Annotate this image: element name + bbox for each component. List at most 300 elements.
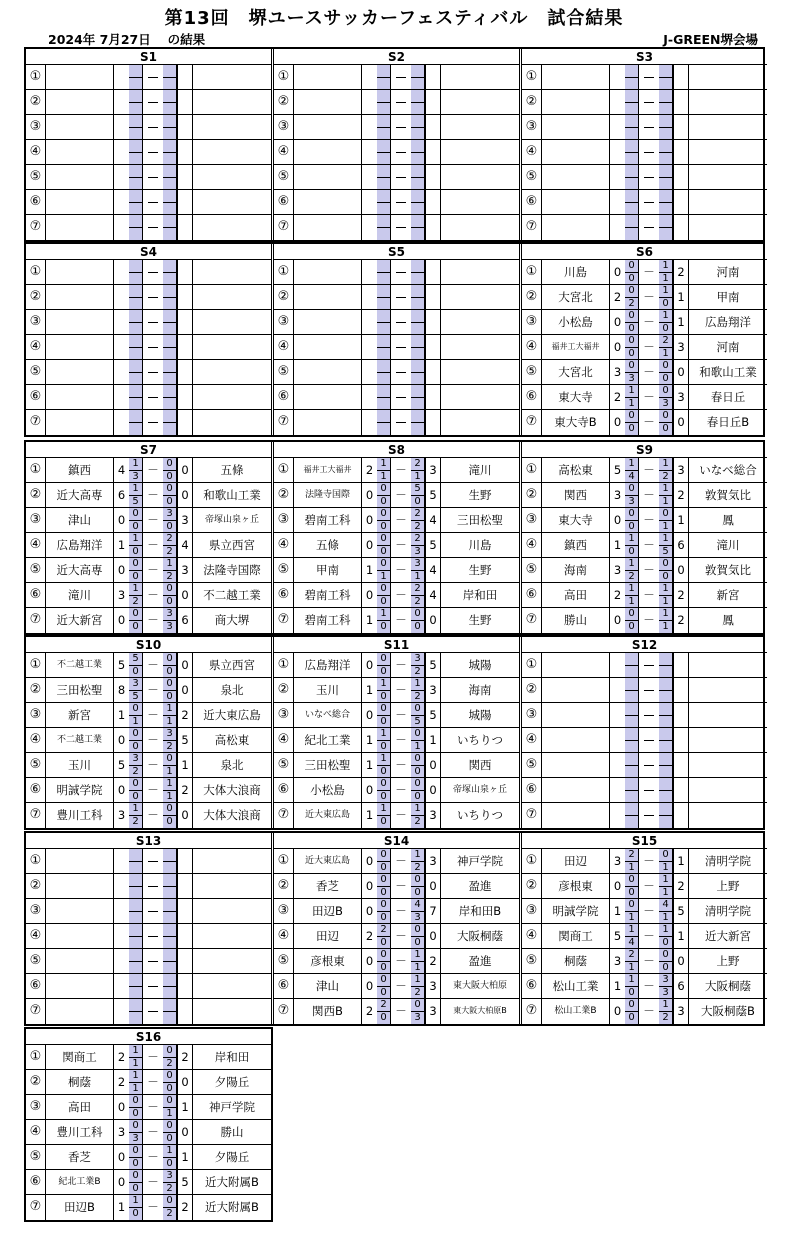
away-team: 関西 — [468, 758, 492, 772]
match-row — [274, 924, 519, 949]
score-separator — [391, 335, 411, 359]
home-score: 0 — [365, 588, 374, 602]
home-team: 大宮北 — [542, 285, 610, 309]
away-half-scores — [411, 310, 425, 334]
half-score: 2 — [163, 570, 176, 582]
away-team — [441, 335, 519, 359]
away-score: 0 — [425, 753, 441, 777]
match-number: ③ — [522, 703, 542, 727]
away-score — [673, 165, 689, 189]
half-score: 1 — [662, 999, 669, 1010]
half-score — [411, 127, 424, 139]
half-score: 0 — [163, 1132, 176, 1144]
away-team — [689, 653, 767, 677]
home-half-scores — [625, 260, 639, 284]
half-score: 0 — [659, 570, 672, 582]
half-score: 1 — [625, 911, 638, 923]
match-row — [274, 778, 519, 803]
home-score — [114, 115, 129, 139]
match-number: ③ — [522, 115, 542, 139]
away-half-scores — [659, 949, 673, 973]
half-score — [411, 227, 424, 240]
separator-line — [396, 202, 406, 203]
match-row — [274, 310, 519, 335]
away-score: 7 — [425, 899, 441, 923]
home-half-scores — [129, 653, 143, 677]
half-score — [129, 127, 142, 139]
home-team — [542, 728, 610, 752]
home-score: 0 — [613, 613, 622, 627]
away-score: 4 — [177, 533, 193, 557]
score-separator — [143, 165, 163, 189]
half-score — [659, 653, 672, 665]
half-score: 0 — [625, 347, 638, 359]
away-team — [689, 728, 767, 752]
half-score: 0 — [659, 422, 672, 435]
score-separator: － — [395, 563, 407, 577]
home-score: 0 — [613, 265, 622, 279]
away-team: 県立西宮 — [209, 538, 255, 552]
away-half-scores — [411, 753, 425, 777]
half-score — [411, 372, 424, 384]
half-score — [163, 285, 176, 297]
home-score: 3 — [117, 808, 126, 822]
home-score — [362, 165, 377, 189]
match-number: ⑤ — [274, 558, 294, 582]
score-separator: － — [395, 613, 407, 627]
half-score: 3 — [414, 558, 421, 569]
match-row — [274, 190, 519, 215]
match-number: ③ — [274, 115, 294, 139]
match-row — [522, 458, 767, 483]
half-score: 2 — [129, 815, 142, 828]
half-score: 1 — [662, 533, 669, 544]
away-half-scores — [163, 140, 177, 164]
home-half-scores — [377, 608, 391, 633]
half-score: 0 — [628, 483, 635, 494]
match-row — [274, 533, 519, 558]
home-half-scores — [625, 115, 639, 139]
home-team — [46, 949, 114, 973]
match-row — [274, 458, 519, 483]
half-score — [659, 665, 672, 677]
half-score — [163, 77, 176, 89]
match-row — [26, 458, 271, 483]
away-half-scores — [659, 285, 673, 309]
half-score — [163, 115, 176, 127]
away-half-scores — [163, 753, 177, 777]
away-score — [425, 385, 441, 409]
home-half-scores — [625, 778, 639, 802]
match-row — [274, 115, 519, 140]
away-score — [425, 410, 441, 435]
half-score — [129, 227, 142, 240]
half-score — [411, 90, 424, 102]
half-score: 1 — [414, 803, 421, 814]
away-score: 0 — [177, 1070, 193, 1094]
home-score — [114, 999, 129, 1024]
away-score — [177, 974, 193, 998]
match-number: ① — [522, 65, 542, 89]
half-score — [411, 165, 424, 177]
half-score: 0 — [377, 861, 390, 873]
half-score — [625, 803, 638, 815]
half-score — [659, 753, 672, 765]
home-team: いなべ総合 — [294, 703, 362, 727]
away-team — [441, 190, 519, 214]
half-score: 0 — [132, 508, 139, 519]
away-team — [689, 215, 767, 240]
home-score: 3 — [613, 954, 622, 968]
half-score: 0 — [662, 558, 669, 569]
match-number: ② — [26, 90, 46, 114]
home-half-scores — [377, 260, 391, 284]
half-score — [129, 385, 142, 397]
home-team — [294, 90, 362, 114]
away-team: 帝塚山泉ヶ丘 — [452, 785, 507, 795]
away-score: 3 — [425, 849, 441, 873]
away-half-scores — [163, 803, 177, 828]
half-score: 0 — [377, 715, 390, 727]
home-team: 小松島 — [542, 310, 610, 334]
half-score — [163, 372, 176, 384]
home-team — [46, 140, 114, 164]
half-score: 1 — [132, 1195, 139, 1206]
score-separator — [391, 140, 411, 164]
away-score: 1 — [673, 310, 689, 334]
separator-line — [644, 815, 654, 816]
match-row — [274, 508, 519, 533]
half-score — [659, 690, 672, 702]
match-row — [522, 558, 767, 583]
away-score — [177, 260, 193, 284]
match-number: ⑥ — [274, 385, 294, 409]
half-score: 0 — [166, 803, 173, 814]
score-separator: － — [147, 683, 159, 697]
away-team — [193, 999, 271, 1024]
half-score: 0 — [380, 778, 387, 789]
match-row — [522, 360, 767, 385]
away-score — [177, 949, 193, 973]
away-score: 3 — [673, 458, 689, 482]
match-row — [274, 849, 519, 874]
separator-line — [644, 177, 654, 178]
half-score: 1 — [411, 570, 424, 582]
away-team: 河南 — [716, 340, 740, 354]
away-score: 2 — [177, 1045, 193, 1069]
match-row — [522, 874, 767, 899]
match-row — [274, 583, 519, 608]
half-score: 0 — [377, 545, 390, 557]
away-half-scores — [163, 190, 177, 214]
home-half-scores — [129, 1195, 143, 1220]
match-number: ③ — [522, 899, 542, 923]
half-score — [129, 397, 142, 409]
home-team — [46, 285, 114, 309]
match-row — [274, 608, 519, 633]
home-team — [294, 410, 362, 435]
match-number: ⑤ — [26, 753, 46, 777]
half-score: 5 — [414, 483, 421, 494]
half-score — [129, 90, 142, 102]
score-separator — [391, 90, 411, 114]
half-score: 0 — [129, 790, 142, 802]
match-number: ⑥ — [26, 190, 46, 214]
away-score: 5 — [673, 899, 689, 923]
match-number: ② — [26, 1070, 46, 1094]
home-half-scores — [129, 260, 143, 284]
half-score: 0 — [377, 665, 390, 677]
home-score: 5 — [613, 463, 622, 477]
home-score: 2 — [613, 290, 622, 304]
half-score — [377, 77, 390, 89]
match-number: ③ — [522, 508, 542, 532]
home-half-scores — [625, 458, 639, 482]
away-score — [425, 140, 441, 164]
home-team: 広島翔洋 — [294, 653, 362, 677]
half-score: 0 — [166, 1095, 173, 1106]
home-half-scores — [129, 65, 143, 89]
away-half-scores — [659, 899, 673, 923]
half-score — [163, 310, 176, 322]
away-team: 大体大浪商 — [203, 783, 261, 797]
home-team: 津山 — [46, 508, 114, 532]
home-team — [294, 335, 362, 359]
half-score: 0 — [377, 765, 390, 777]
home-team — [542, 703, 610, 727]
home-team: 香芝 — [46, 1145, 114, 1169]
half-score: 1 — [414, 974, 421, 985]
home-half-scores — [129, 974, 143, 998]
away-half-scores — [659, 310, 673, 334]
home-half-scores — [377, 385, 391, 409]
half-score: 0 — [132, 728, 139, 739]
away-score: 0 — [425, 924, 441, 948]
separator-line — [148, 202, 158, 203]
away-half-scores — [411, 678, 425, 702]
half-score — [659, 115, 672, 127]
score-separator: － — [643, 588, 655, 602]
group-label: S3 — [522, 49, 767, 65]
away-score: 5 — [425, 483, 441, 507]
home-half-scores — [129, 1095, 143, 1119]
away-team — [689, 190, 767, 214]
half-score — [129, 152, 142, 164]
away-half-scores — [411, 849, 425, 873]
home-team: 近大東広島 — [294, 849, 362, 873]
home-score: 2 — [365, 929, 374, 943]
half-score: 1 — [380, 728, 387, 739]
home-score: 5 — [117, 758, 126, 772]
home-score: 1 — [613, 904, 622, 918]
schedule-section — [24, 831, 765, 1026]
half-score: 0 — [163, 470, 176, 482]
away-half-scores — [411, 360, 425, 384]
home-team: 彦根東 — [294, 949, 362, 973]
home-half-scores — [129, 999, 143, 1024]
score-separator — [143, 90, 163, 114]
away-score — [177, 899, 193, 923]
score-separator: － — [643, 265, 655, 279]
half-score — [163, 936, 176, 948]
home-score — [610, 803, 625, 828]
match-row — [26, 385, 271, 410]
away-score — [673, 140, 689, 164]
half-score: 0 — [132, 1145, 139, 1156]
home-score — [114, 310, 129, 334]
away-half-scores — [163, 165, 177, 189]
home-half-scores — [129, 1070, 143, 1094]
half-score — [625, 665, 638, 677]
half-score: 1 — [166, 703, 173, 714]
half-score: 1 — [166, 778, 173, 789]
home-score — [114, 924, 129, 948]
home-team — [294, 140, 362, 164]
half-score: 0 — [659, 936, 672, 948]
match-number: ⑤ — [26, 1145, 46, 1169]
away-score — [177, 215, 193, 240]
home-score: 0 — [117, 1175, 126, 1189]
half-score — [659, 152, 672, 164]
away-score: 0 — [425, 778, 441, 802]
home-half-scores — [377, 165, 391, 189]
away-team: 上野 — [716, 879, 740, 893]
match-number: ⑦ — [274, 410, 294, 435]
half-score: 1 — [659, 595, 672, 607]
separator-line — [148, 397, 158, 398]
home-half-scores — [129, 285, 143, 309]
score-separator: － — [643, 954, 655, 968]
half-score: 0 — [380, 874, 387, 885]
away-half-scores — [163, 874, 177, 898]
match-row — [274, 285, 519, 310]
schedule-section — [24, 1027, 273, 1222]
half-score: 3 — [659, 397, 672, 409]
home-team: 桐蔭 — [542, 949, 610, 973]
away-team — [441, 140, 519, 164]
away-score: 3 — [425, 803, 441, 828]
match-row — [274, 899, 519, 924]
away-score: 0 — [673, 360, 689, 384]
home-half-scores — [129, 849, 143, 873]
match-number: ⑥ — [522, 583, 542, 607]
half-score — [129, 1011, 142, 1024]
match-number: ② — [274, 678, 294, 702]
match-row — [26, 803, 271, 828]
away-score: 3 — [673, 385, 689, 409]
home-score: 0 — [365, 954, 374, 968]
away-half-scores — [411, 65, 425, 89]
home-half-scores — [625, 899, 639, 923]
half-score — [129, 177, 142, 189]
home-score — [362, 65, 377, 89]
score-separator — [143, 849, 163, 873]
home-half-scores — [377, 190, 391, 214]
home-score — [114, 385, 129, 409]
away-team — [193, 410, 271, 435]
away-team: 上野 — [716, 954, 740, 968]
home-team: 豊川工科 — [46, 803, 114, 828]
home-team — [294, 115, 362, 139]
home-score: 6 — [117, 488, 126, 502]
half-score: 0 — [625, 322, 638, 334]
half-score: 0 — [628, 508, 635, 519]
away-half-scores — [163, 703, 177, 727]
match-row — [26, 1195, 271, 1220]
score-separator: － — [147, 563, 159, 577]
half-score: 0 — [166, 1120, 173, 1131]
half-score: 0 — [628, 874, 635, 885]
half-score: 3 — [414, 653, 421, 664]
away-score: 0 — [177, 678, 193, 702]
home-team: 碧南工科 — [294, 583, 362, 607]
home-team: 関西 — [542, 483, 610, 507]
separator-line — [148, 127, 158, 128]
half-score: 1 — [166, 558, 173, 569]
match-number: ⑤ — [26, 558, 46, 582]
group-block — [519, 244, 767, 435]
home-team: 津山 — [294, 974, 362, 998]
away-half-scores — [659, 90, 673, 114]
separator-line — [148, 347, 158, 348]
half-score — [659, 165, 672, 177]
half-score: 0 — [662, 360, 669, 371]
match-number: ④ — [522, 335, 542, 359]
home-half-scores — [129, 90, 143, 114]
away-score: 1 — [177, 753, 193, 777]
away-team: 滝川 — [468, 463, 492, 477]
half-score: 0 — [377, 961, 390, 973]
away-score — [673, 215, 689, 240]
match-number: ⑦ — [26, 803, 46, 828]
match-row — [522, 949, 767, 974]
score-separator — [391, 215, 411, 240]
home-half-scores — [625, 215, 639, 240]
away-team — [441, 385, 519, 409]
half-score — [129, 911, 142, 923]
away-team: いなべ総合 — [699, 463, 757, 477]
half-score — [411, 152, 424, 164]
away-score: 0 — [177, 483, 193, 507]
away-score: 3 — [177, 508, 193, 532]
match-number: ① — [522, 653, 542, 677]
half-score — [129, 886, 142, 898]
home-score — [362, 215, 377, 240]
away-score — [177, 90, 193, 114]
away-score: 1 — [673, 285, 689, 309]
half-score: 1 — [662, 874, 669, 885]
away-half-scores — [659, 778, 673, 802]
half-score — [163, 949, 176, 961]
half-score — [163, 335, 176, 347]
match-row — [26, 410, 271, 435]
half-score — [163, 260, 176, 272]
home-half-scores — [129, 310, 143, 334]
home-half-scores — [377, 703, 391, 727]
separator-line — [148, 961, 158, 962]
home-team: 彦根東 — [542, 874, 610, 898]
score-separator — [639, 803, 659, 828]
half-score: 1 — [628, 974, 635, 985]
score-separator: － — [147, 1100, 159, 1114]
half-score — [129, 360, 142, 372]
match-row — [522, 974, 767, 999]
away-score — [425, 285, 441, 309]
home-half-scores — [625, 803, 639, 828]
home-team: 法隆寺国際 — [294, 483, 362, 507]
home-team — [46, 849, 114, 873]
away-half-scores — [411, 533, 425, 557]
